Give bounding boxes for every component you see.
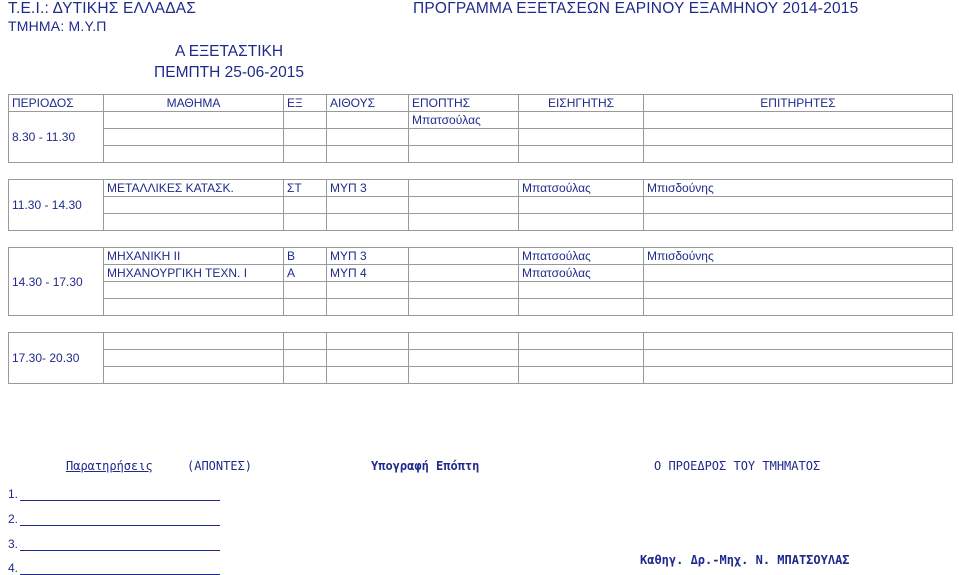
supervisor-cell <box>409 299 519 316</box>
supervisor-cell <box>409 248 519 265</box>
room-cell <box>327 367 409 384</box>
chair-title: Ο ΠΡΟΕΔΡΟΣ ΤΟΥ ΤΜΗΜΑΤΟΣ <box>654 459 821 473</box>
course-cell <box>104 146 284 163</box>
lecturer-cell <box>519 146 644 163</box>
course-cell <box>104 299 284 316</box>
supervisor-cell <box>409 350 519 367</box>
institution-name: Τ.Ε.Ι.: ΔΥΤΙΚΗΣ ΕΛΛΑΔΑΣ <box>8 0 197 17</box>
column-header: ΕΠΙΤΗΡΗΤΕΣ <box>644 95 953 112</box>
table-row <box>9 299 953 316</box>
period-cell: 17.30- 20.30 <box>9 333 104 384</box>
invigilators-cell <box>644 265 953 282</box>
course-cell <box>104 129 284 146</box>
room-cell: ΜΥΠ 3 <box>327 180 409 197</box>
period-separator <box>9 231 953 248</box>
table-row <box>9 333 953 350</box>
supervisor-cell <box>409 367 519 384</box>
course-cell <box>104 282 284 299</box>
period-separator <box>9 316 953 333</box>
table-row <box>9 112 953 129</box>
lecturer-cell <box>519 367 644 384</box>
room-cell <box>327 197 409 214</box>
table-header-row <box>9 95 953 112</box>
semester-cell: ΣΤ <box>284 180 327 197</box>
invigilators-cell <box>644 333 953 350</box>
table-row <box>9 129 953 146</box>
table-row <box>9 367 953 384</box>
lecturer-cell <box>519 129 644 146</box>
semester-cell <box>284 333 327 350</box>
invigilators-cell: Μπισδούνης <box>644 180 953 197</box>
separator-cell <box>9 163 953 180</box>
course-cell <box>104 112 284 129</box>
semester-cell <box>284 146 327 163</box>
invigilators-cell <box>644 299 953 316</box>
semester-cell: Β <box>284 248 327 265</box>
supervisor-cell <box>409 146 519 163</box>
lecturer-cell <box>519 214 644 231</box>
lecturer-cell <box>519 333 644 350</box>
table-row <box>9 282 953 299</box>
room-cell <box>327 112 409 129</box>
semester-cell <box>284 112 327 129</box>
lecturer-cell: Μπατσούλας <box>519 265 644 282</box>
column-header: ΕΙΣΗΓΗΤΗΣ <box>519 95 644 112</box>
invigilators-cell <box>644 197 953 214</box>
invigilators-cell <box>644 367 953 384</box>
semester-cell <box>284 299 327 316</box>
lecturer-cell <box>519 282 644 299</box>
room-cell <box>327 129 409 146</box>
absent-line-1 <box>8 487 220 501</box>
course-cell: ΜΕΤΑΛΛΙΚΕΣ ΚΑΤΑΣΚ. <box>104 180 284 197</box>
table-row <box>9 265 953 282</box>
invigilators-cell <box>644 112 953 129</box>
table-row <box>9 146 953 163</box>
room-cell <box>327 350 409 367</box>
supervisor-cell <box>409 197 519 214</box>
blank-line <box>20 564 220 575</box>
period-cell: 8.30 - 11.30 <box>9 112 104 163</box>
lecturer-cell <box>519 112 644 129</box>
separator-cell <box>9 316 953 333</box>
period-separator <box>9 163 953 180</box>
line-number: 3. <box>8 537 19 551</box>
supervisor-cell <box>409 265 519 282</box>
supervisor-signature-label: Υπογραφή Επόπτη <box>371 459 480 473</box>
absent-line-2 <box>8 512 220 526</box>
absent-label: (ΑΠΟΝΤΕΣ) <box>187 459 253 473</box>
chair-name: Καθηγ. Δρ.-Μηχ. Ν. ΜΠΑΤΣΟΥΛΑΣ <box>640 553 850 567</box>
lecturer-cell: Μπατσούλας <box>519 248 644 265</box>
lecturer-cell: Μπατσούλας <box>519 180 644 197</box>
blank-line <box>20 515 220 526</box>
invigilators-cell: Μπισδούνης <box>644 248 953 265</box>
lecturer-cell <box>519 299 644 316</box>
room-cell <box>327 299 409 316</box>
semester-cell <box>284 350 327 367</box>
blank-line <box>20 490 220 501</box>
column-header: ΕΞ <box>284 95 327 112</box>
supervisor-cell <box>409 282 519 299</box>
semester-cell <box>284 282 327 299</box>
blank-line <box>20 540 220 551</box>
line-number: 2. <box>8 512 19 526</box>
supervisor-cell: Μπατσούλας <box>409 112 519 129</box>
room-cell <box>327 282 409 299</box>
course-cell: ΜΗΧΑΝΟΥΡΓΙΚΗ ΤΕΧΝ. Ι <box>104 265 284 282</box>
course-cell: ΜΗΧΑΝΙΚΗ ΙΙ <box>104 248 284 265</box>
column-header: ΑΙΘΟΥΣ <box>327 95 409 112</box>
table-row <box>9 214 953 231</box>
period-cell: 11.30 - 14.30 <box>9 180 104 231</box>
course-cell <box>104 214 284 231</box>
course-cell <box>104 350 284 367</box>
notes-title: Παρατηρήσεις <box>66 459 153 473</box>
table-row <box>9 197 953 214</box>
invigilators-cell <box>644 350 953 367</box>
absent-line-4 <box>8 561 220 575</box>
invigilators-cell <box>644 146 953 163</box>
program-title: ΠΡΟΓΡΑΜΜΑ ΕΞΕΤΑΣΕΩΝ ΕΑΡΙΝΟΥ ΕΞΑΜΗΝΟΥ 2014-2015 <box>413 0 859 17</box>
period-cell: 14.30 - 17.30 <box>9 248 104 316</box>
room-cell <box>327 146 409 163</box>
lecturer-cell <box>519 197 644 214</box>
absent-line-3 <box>8 537 220 551</box>
room-cell <box>327 333 409 350</box>
semester-cell: Α <box>284 265 327 282</box>
column-header: ΠΕΡΙΟΔΟΣ <box>9 95 104 112</box>
department-name: ΤΜΗΜΑ: Μ.Υ.Π <box>8 18 107 34</box>
line-number: 1. <box>8 487 19 501</box>
exam-session-block <box>134 41 324 83</box>
invigilators-cell <box>644 129 953 146</box>
course-cell <box>104 197 284 214</box>
lecturer-cell <box>519 350 644 367</box>
course-cell <box>104 333 284 350</box>
course-cell <box>104 367 284 384</box>
table-row <box>9 180 953 197</box>
table-row <box>9 248 953 265</box>
column-header: ΜΑΘΗΜΑ <box>104 95 284 112</box>
separator-cell <box>9 231 953 248</box>
exam-date: ΠΕΜΠΤΗ 25-06-2015 <box>154 64 304 81</box>
table-row <box>9 350 953 367</box>
line-number: 4. <box>8 561 19 575</box>
room-cell <box>327 214 409 231</box>
room-cell: ΜΥΠ 4 <box>327 265 409 282</box>
semester-cell <box>284 214 327 231</box>
supervisor-cell <box>409 333 519 350</box>
semester-cell <box>284 367 327 384</box>
semester-cell <box>284 197 327 214</box>
semester-cell <box>284 129 327 146</box>
supervisor-cell <box>409 129 519 146</box>
exam-schedule-table <box>8 94 953 384</box>
supervisor-cell <box>409 180 519 197</box>
supervisor-cell <box>409 214 519 231</box>
room-cell: ΜΥΠ 3 <box>327 248 409 265</box>
invigilators-cell <box>644 214 953 231</box>
exam-week: Α ΕΞΕΤΑΣΤΙΚΗ <box>174 43 284 60</box>
invigilators-cell <box>644 282 953 299</box>
column-header: ΕΠΟΠΤΗΣ <box>409 95 519 112</box>
